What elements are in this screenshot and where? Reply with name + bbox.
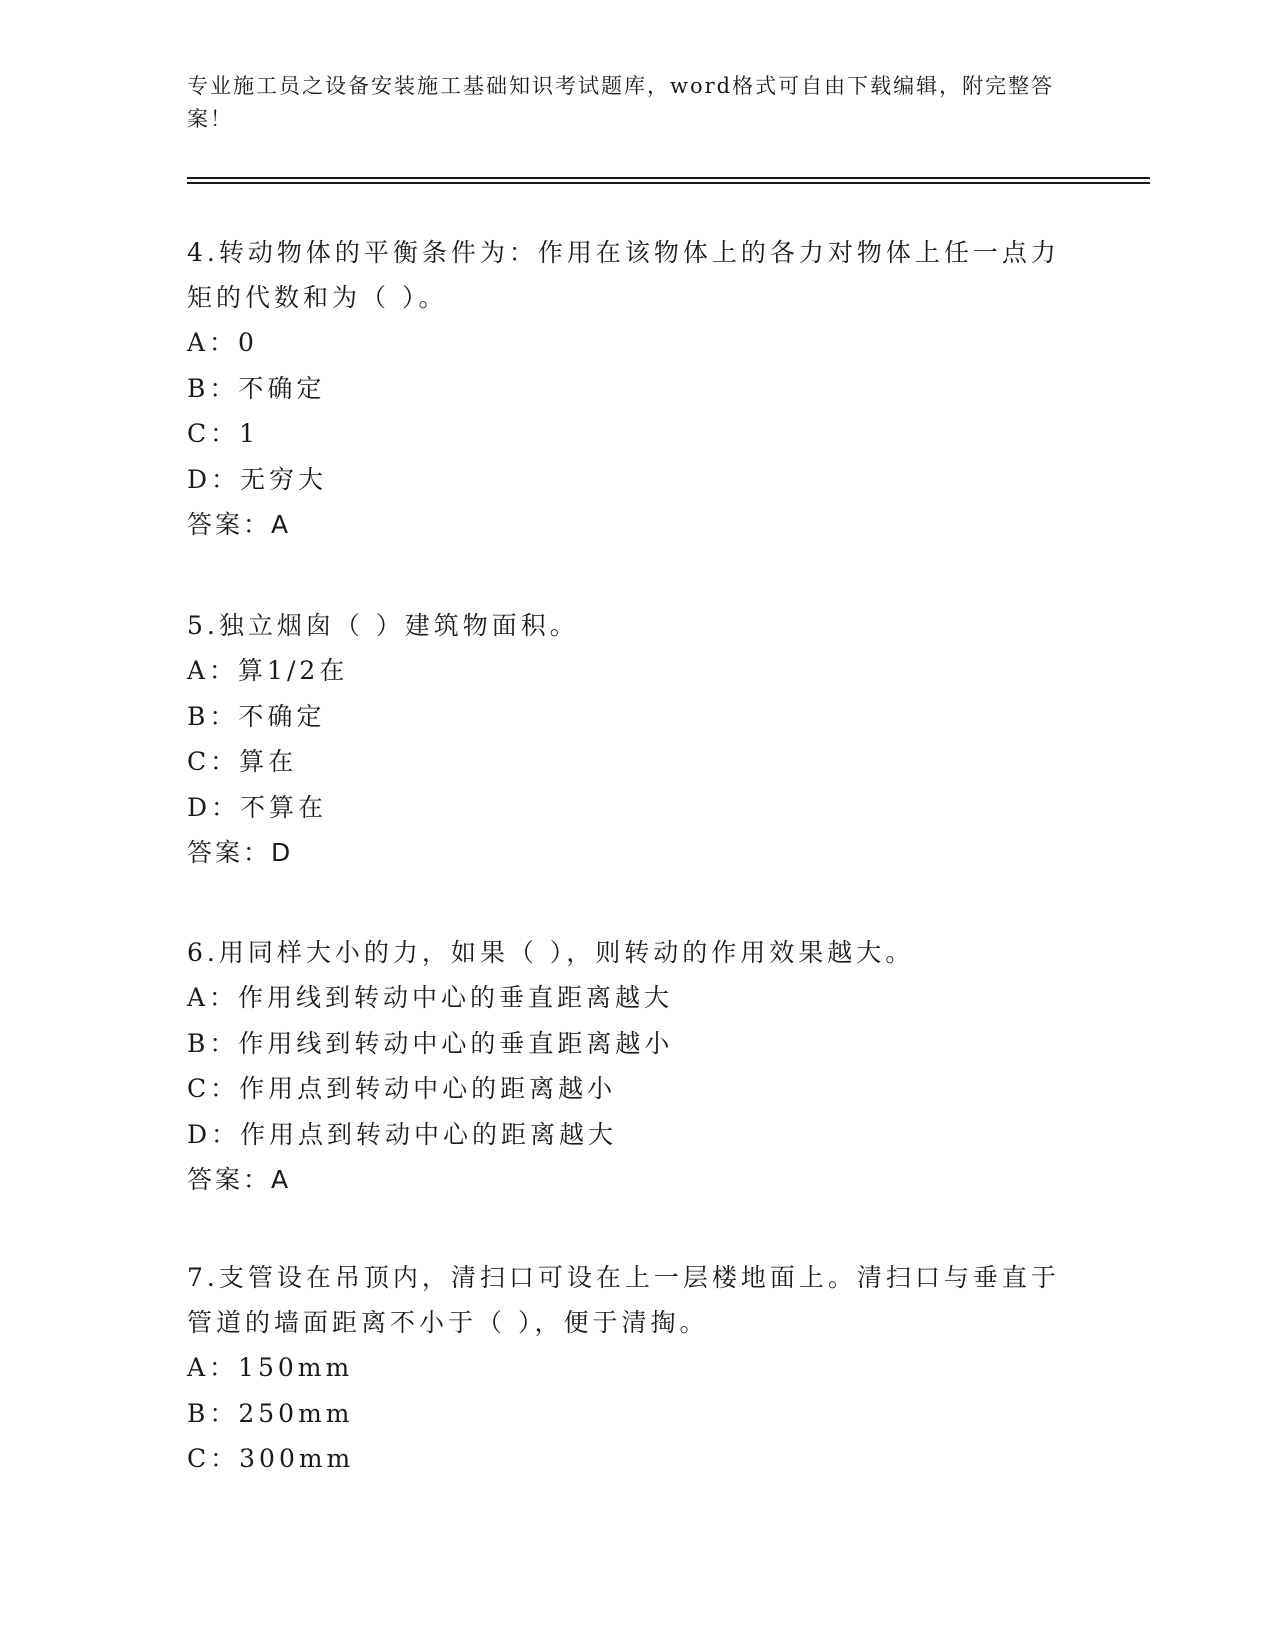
question-stem: 7.支管设在吊顶内，清扫口可设在上一层楼地面上。清扫口与垂直于管道的墙面距离不小于（ ），便于清掏。 [187,1263,1060,1337]
answer-label: 答案：A [187,510,292,539]
question-stem: 5.独立烟囱（ ）建筑物面积。 [187,611,579,640]
document-header: 专业施工员之设备安装施工基础知识考试题库，word格式可自由下载编辑，附完整答案！ [187,74,1055,131]
header-divider-bottom [187,182,1150,184]
option-d: D：作用点到转动中心的距离越大 [187,1119,618,1149]
question-6 [187,930,1067,1202]
option-d: D：无穷大 [187,464,328,494]
option-a: A：0 [187,328,258,357]
option-b: B：250mm [187,1398,354,1428]
answer-label: 答案：D [187,838,294,867]
question-7 [187,1255,1067,1482]
option-b: B：不确定 [187,701,326,731]
option-c: C：作用点到转动中心的距离越小 [187,1074,617,1103]
option-c: C：算在 [187,747,298,776]
option-a: A：150mm [187,1353,354,1382]
question-5 [187,603,1067,875]
header-divider-top [187,177,1150,179]
answer-label: 答案：A [187,1165,292,1194]
option-a: A：作用线到转动中心的垂直距离越大 [187,983,674,1012]
question-stem: 4.转动物体的平衡条件为：作用在该物体上的各力对物体上任一点力矩的代数和为（ ）。 [187,238,1060,312]
option-a: A：算1/2在 [187,656,349,685]
question-stem: 6.用同样大小的力，如果（ ），则转动的作用效果越大。 [187,938,915,967]
question-4 [187,230,1067,547]
option-c: C：1 [187,419,260,448]
option-d: D：不算在 [187,792,328,822]
option-b: B：不确定 [187,373,326,403]
option-b: B：作用线到转动中心的垂直距离越小 [187,1028,674,1058]
option-c: C：300mm [187,1444,355,1473]
